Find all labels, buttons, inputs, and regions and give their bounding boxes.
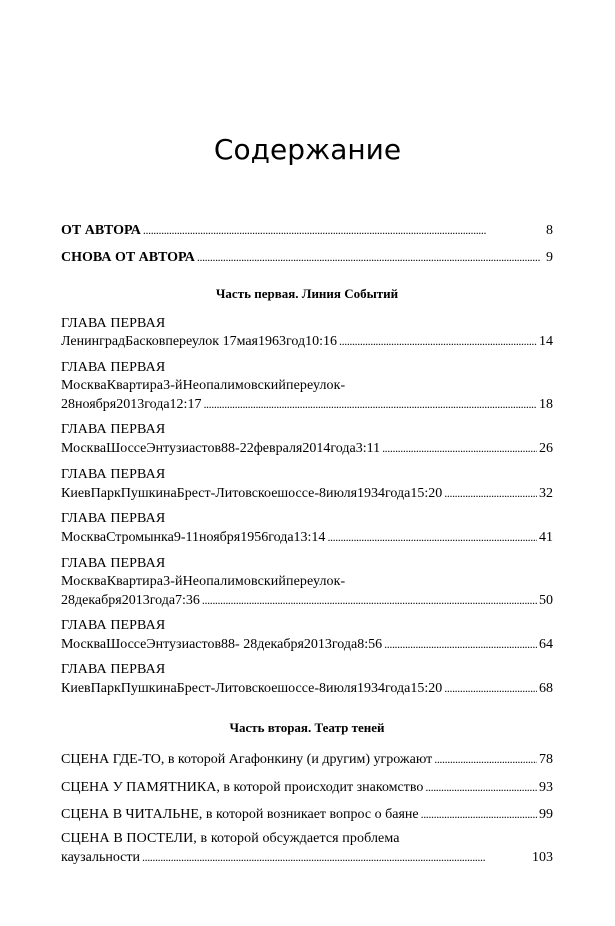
entry-page: 26 xyxy=(539,441,553,456)
dot-leader xyxy=(382,438,537,459)
entry-title: 28декабря2013года7:36 xyxy=(61,593,200,608)
entry-page: 14 xyxy=(539,334,553,349)
part-one-heading: Часть первая. Линия Событий xyxy=(215,286,399,301)
toc-entry[interactable] xyxy=(61,777,553,798)
dot-leader xyxy=(421,804,537,825)
toc-entry-author-again[interactable] xyxy=(61,247,553,268)
dot-leader xyxy=(384,634,537,655)
entry-title: каузальности xyxy=(61,850,140,865)
entry-title: МоскваСтромынка9-11ноября1956года13:14 xyxy=(61,530,326,545)
entry-title-line1: МоскваКвартира3-йНеопалимовскийпереулок- xyxy=(61,378,346,393)
toc-entry[interactable] xyxy=(61,804,553,825)
entry-page: 18 xyxy=(539,397,553,412)
entry-page: 41 xyxy=(539,530,553,545)
entry-page: 99 xyxy=(539,807,553,822)
dot-leader xyxy=(202,590,537,611)
entry-title: МоскваШоссеЭнтузиастов88-22февраля2014года3:11 xyxy=(61,441,381,456)
toc-entry[interactable] xyxy=(61,678,553,699)
entry-title: ЛенинградБасковпереулок 17мая1963год10:16 xyxy=(61,334,338,349)
dot-leader xyxy=(339,331,537,352)
dot-leader xyxy=(143,220,544,241)
chapter-label: ГЛАВА ПЕРВАЯ xyxy=(61,316,166,331)
chapter-label: ГЛАВА ПЕРВАЯ xyxy=(61,422,166,437)
entry-page: 9 xyxy=(546,250,553,265)
dot-leader xyxy=(444,678,537,699)
dot-leader xyxy=(425,777,537,798)
chapter-label: ГЛАВА ПЕРВАЯ xyxy=(61,360,166,375)
toc-entry-author[interactable] xyxy=(61,220,553,241)
toc-entry[interactable] xyxy=(61,634,553,655)
dot-leader xyxy=(142,847,530,868)
entry-page: 78 xyxy=(539,752,553,767)
toc-entry[interactable] xyxy=(61,438,553,459)
entry-page: 50 xyxy=(539,593,553,608)
dot-leader xyxy=(327,527,537,548)
toc-entry[interactable] xyxy=(61,394,553,415)
entry-title: 28ноября2013года12:17 xyxy=(61,397,202,412)
entry-page: 8 xyxy=(546,223,553,238)
entry-title-line1: СЦЕНА В ПОСТЕЛИ, в которой обсуждается проблема xyxy=(61,831,400,846)
entry-page: 93 xyxy=(539,780,553,795)
entry-page: 64 xyxy=(539,637,553,652)
entry-title: СЦЕНА ГДЕ-ТО, в которой Агафонкину (и другим) угрожают xyxy=(61,752,433,767)
part-two-heading: Часть вторая. Театр теней xyxy=(229,720,385,735)
entry-title: МоскваШоссеЭнтузиастов88- 28декабря2013года8:56 xyxy=(61,637,383,652)
chapter-label: ГЛАВА ПЕРВАЯ xyxy=(61,556,166,571)
entry-title: СНОВА ОТ АВТОРА xyxy=(61,250,195,265)
toc-entry[interactable] xyxy=(61,847,553,868)
toc-entry[interactable] xyxy=(61,483,553,504)
entry-title: КиевПаркПушкинаБрест-Литовскоешоссе-8июля1934года15:20 xyxy=(61,681,443,696)
toc-entry[interactable] xyxy=(61,749,553,770)
page-title: Содержание xyxy=(213,133,402,166)
entry-title: КиевПаркПушкинаБрест-Литовскоешоссе-8июля1934года15:20 xyxy=(61,486,443,501)
dot-leader xyxy=(197,247,544,268)
chapter-label: ГЛАВА ПЕРВАЯ xyxy=(61,662,166,677)
toc-entry[interactable] xyxy=(61,527,553,548)
entry-page: 68 xyxy=(539,681,553,696)
dot-leader xyxy=(203,394,537,415)
entry-title: СЦЕНА У ПАМЯТНИКА, в которой происходит знакомство xyxy=(61,780,424,795)
dot-leader xyxy=(434,749,537,770)
chapter-label: ГЛАВА ПЕРВАЯ xyxy=(61,618,166,633)
chapter-label: ГЛАВА ПЕРВАЯ xyxy=(61,467,166,482)
entry-title-line1: МоскваКвартира3-йНеопалимовскийпереулок- xyxy=(61,574,346,589)
chapter-label: ГЛАВА ПЕРВАЯ xyxy=(61,511,166,526)
toc-entry[interactable] xyxy=(61,590,553,611)
entry-title: СЦЕНА В ЧИТАЛЬНЕ, в которой возникает вопрос о баяне xyxy=(61,807,419,822)
entry-title: ОТ АВТОРА xyxy=(61,223,141,238)
toc-entry[interactable] xyxy=(61,331,553,352)
entry-page: 103 xyxy=(532,850,553,865)
entry-page: 32 xyxy=(539,486,553,501)
dot-leader xyxy=(444,483,537,504)
